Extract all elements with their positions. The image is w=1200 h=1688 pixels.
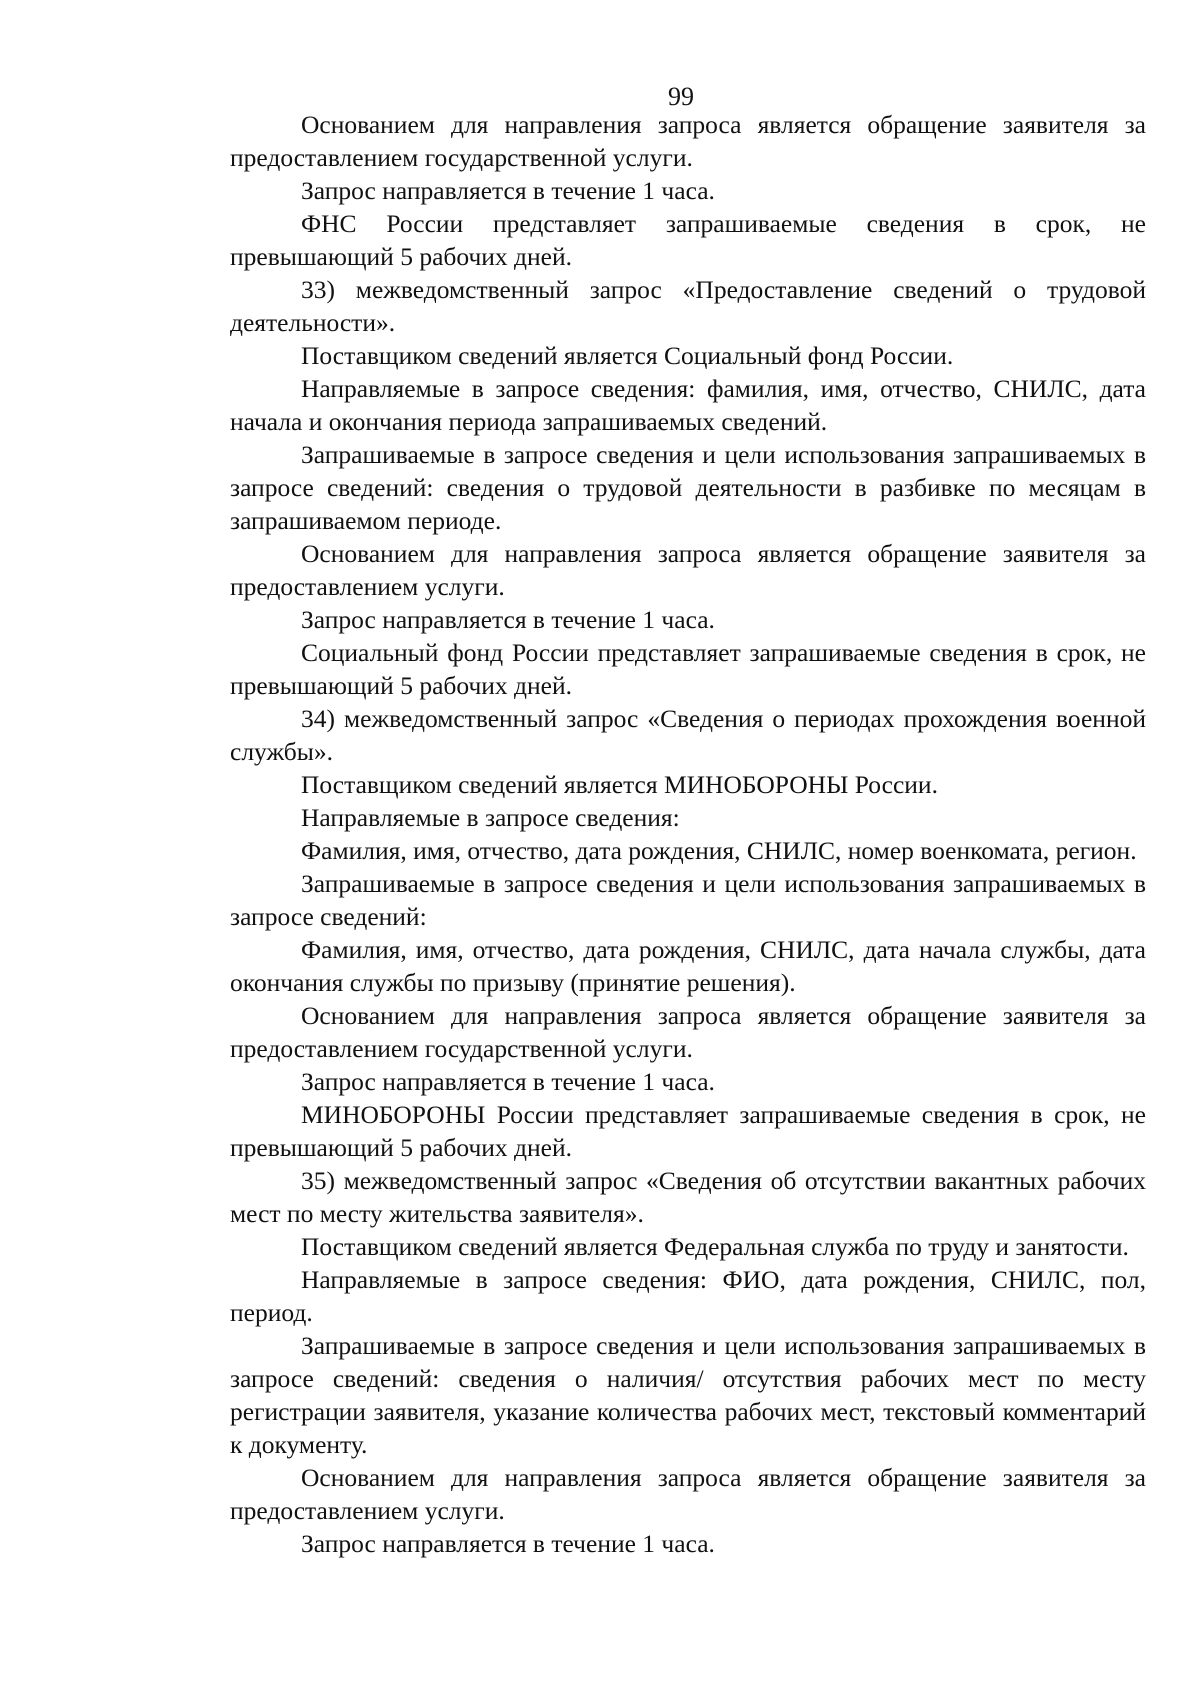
- paragraph: Запрос направляется в течение 1 часа.: [301, 176, 715, 205]
- paragraph: Запрос направляется в течение 1 часа.: [301, 605, 715, 634]
- paragraph: Запрашиваемые в запросе сведения и цели использования запрашиваемых в запросе сведений:: [230, 869, 1146, 931]
- paragraph: Фамилия, имя, отчество, дата рождения, СНИЛС, номер военкомата, регион.: [301, 836, 1137, 865]
- paragraph: Основанием для направления запроса является обращение заявителя за предоставлением государственной услуги.: [230, 1001, 1146, 1063]
- paragraph: Направляемые в запросе сведения:: [301, 803, 680, 832]
- paragraph: Поставщиком сведений является Федеральная служба по труду и занятости.: [301, 1232, 1129, 1261]
- paragraph: Запрашиваемые в запросе сведения и цели использования запрашиваемых в запросе сведений: сведения о наличия/ отсутствия рабочих мест по месту регистрации заявителя, указание количества рабочих мест, текстовый комментарий к документу.: [230, 1331, 1146, 1459]
- page-number: 99: [668, 82, 694, 111]
- paragraph: Поставщиком сведений является МИНОБОРОНЫ России.: [301, 770, 938, 799]
- paragraph: Запрашиваемые в запросе сведения и цели использования запрашиваемых в запросе сведений: сведения о трудовой деятельности в разбивке по месяцам в запрашиваемом периоде.: [230, 440, 1146, 535]
- paragraph: ФНС России представляет запрашиваемые сведения в срок, не превышающий 5 рабочих дней.: [230, 209, 1146, 271]
- paragraph: Запрос направляется в течение 1 часа.: [301, 1067, 715, 1096]
- paragraph: Основанием для направления запроса является обращение заявителя за предоставлением услуги.: [230, 1463, 1146, 1525]
- paragraph: 33) межведомственный запрос «Предоставление сведений о трудовой деятельности».: [230, 275, 1146, 337]
- paragraph: Основанием для направления запроса является обращение заявителя за предоставлением услуги.: [230, 539, 1146, 601]
- paragraph: Фамилия, имя, отчество, дата рождения, СНИЛС, дата начала службы, дата окончания службы по призыву (принятие решения).: [230, 935, 1146, 997]
- paragraph: 34) межведомственный запрос «Сведения о периодах прохождения военной службы».: [230, 704, 1146, 766]
- paragraph: Запрос направляется в течение 1 часа.: [301, 1529, 715, 1558]
- paragraph: Социальный фонд России представляет запрашиваемые сведения в срок, не превышающий 5 рабочих дней.: [230, 638, 1146, 700]
- paragraph: Поставщиком сведений является Социальный фонд России.: [301, 341, 954, 370]
- document-body: [230, 108, 1146, 1560]
- paragraph: Направляемые в запросе сведения: фамилия, имя, отчество, СНИЛС, дата начала и окончания периода запрашиваемых сведений.: [230, 374, 1146, 436]
- paragraph: 35) межведомственный запрос «Сведения об отсутствии вакантных рабочих мест по месту жительства заявителя».: [230, 1166, 1146, 1228]
- paragraph: Направляемые в запросе сведения: ФИО, дата рождения, СНИЛС, пол, период.: [230, 1265, 1146, 1327]
- paragraph: МИНОБОРОНЫ России представляет запрашиваемые сведения в срок, не превышающий 5 рабочих дней.: [230, 1100, 1146, 1162]
- paragraph: Основанием для направления запроса является обращение заявителя за предоставлением государственной услуги.: [230, 110, 1146, 172]
